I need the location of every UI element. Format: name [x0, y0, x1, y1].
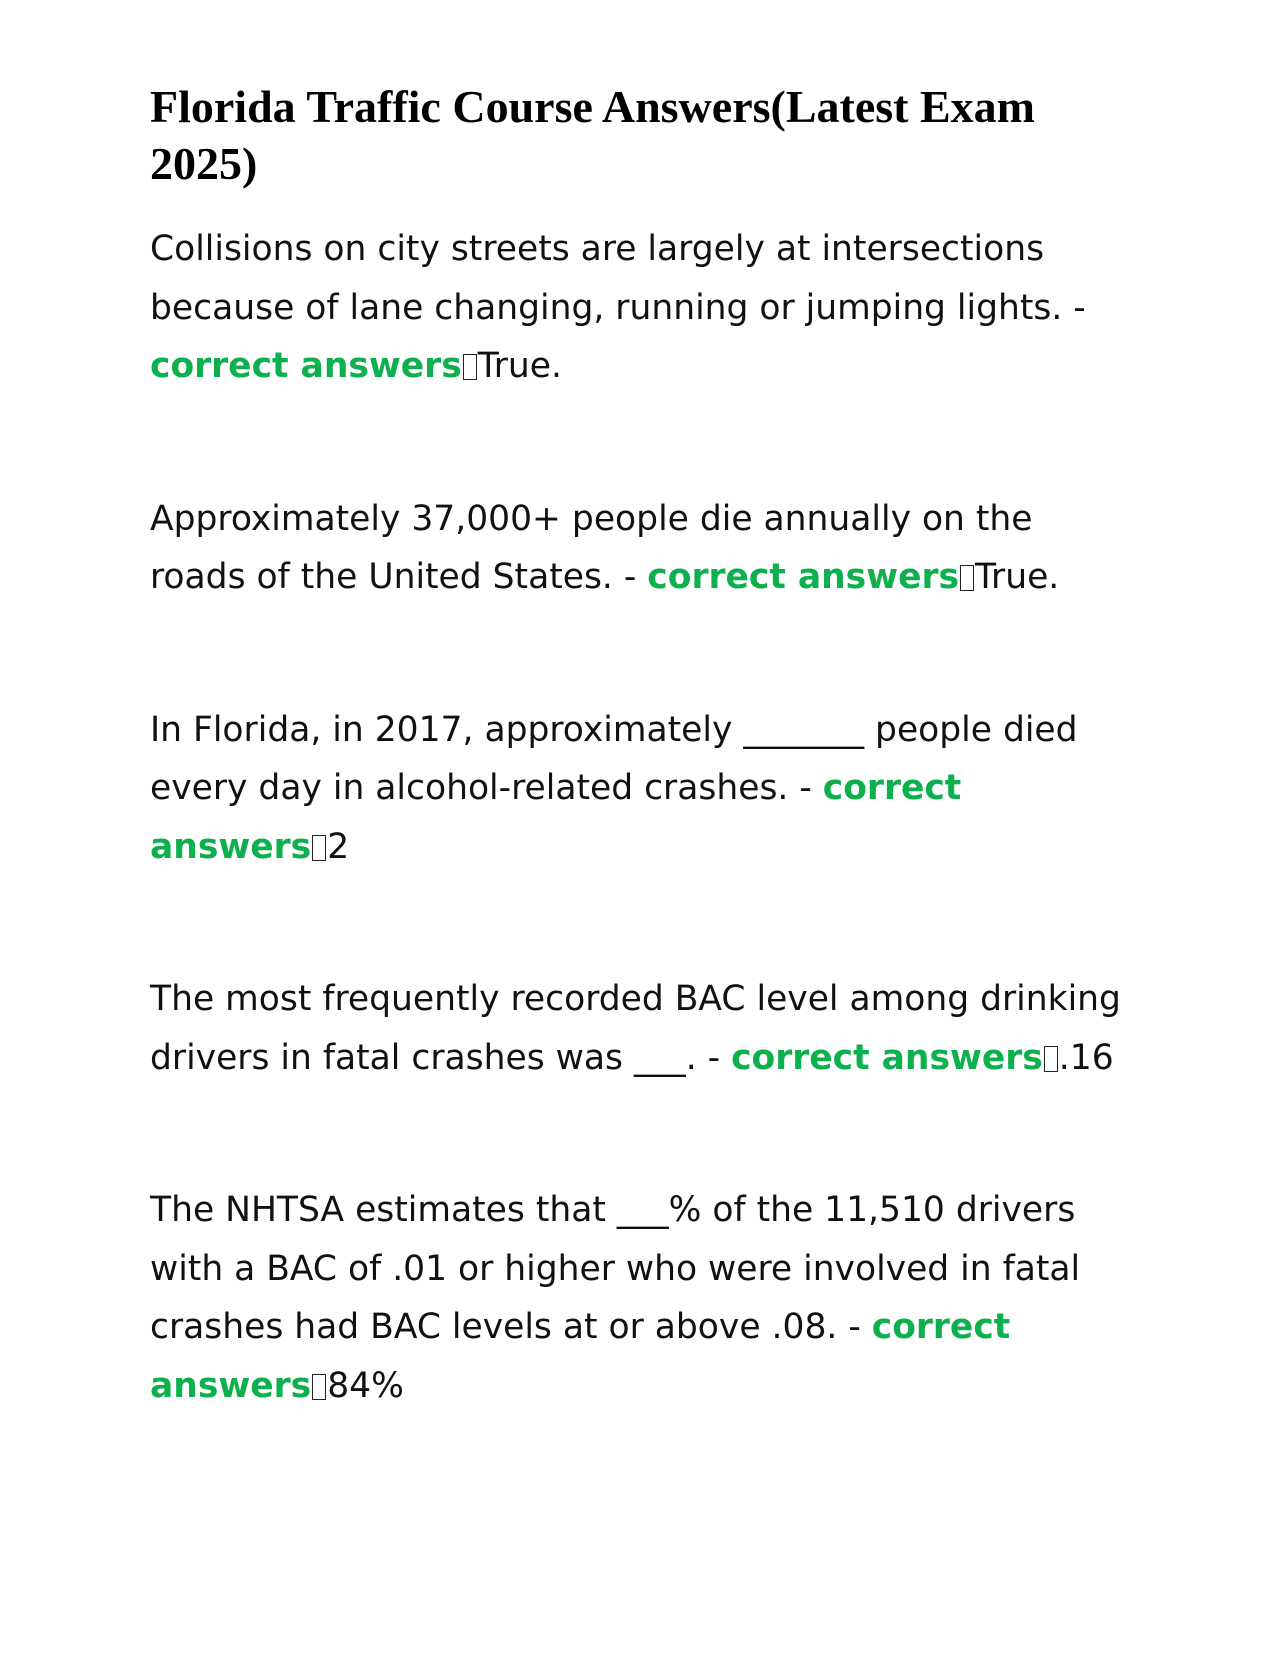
- question-text: Approximately 37,000+ people die annually on the roads of the United States. -: [150, 498, 1033, 597]
- question-item: [150, 970, 1130, 1087]
- question-text: The NHTSA estimates that ___% of the 11,510 drivers with a BAC of .01 or higher who were involved in fatal crashes had BAC levels at or above .08. -: [150, 1190, 1081, 1347]
- missing-glyph-icon: [312, 1374, 326, 1400]
- document-page: [150, 78, 1130, 1415]
- answer-text: 84%: [327, 1365, 404, 1406]
- answer-label: correct answers: [647, 557, 960, 597]
- question-text: The most frequently recorded BAC level among drinking drivers in fatal crashes was ___. -: [150, 979, 1121, 1078]
- question-list: [150, 220, 1130, 1415]
- question-text: Collisions on city streets are largely at intersections because of lane changing, running or jumping lights. -: [150, 229, 1086, 328]
- missing-glyph-icon: [463, 354, 477, 380]
- answer-text: .16: [1058, 1037, 1114, 1078]
- answer-text: True.: [477, 346, 562, 386]
- question-item: [150, 490, 1130, 607]
- answer-text: 2: [327, 826, 350, 867]
- question-item: [150, 701, 1130, 877]
- answer-label: correct answers: [150, 1307, 1011, 1406]
- page-title: Florida Traffic Course Answers(Latest Exam 2025): [150, 81, 1035, 189]
- question-text: In Florida, in 2017, approximately _______ people died every day in alcohol-related crashes. -: [150, 709, 1078, 808]
- answer-label: correct answers: [731, 1037, 1043, 1078]
- answer-label: correct answers: [150, 346, 462, 386]
- missing-glyph-icon: [1044, 1046, 1058, 1072]
- question-item: [150, 1181, 1130, 1415]
- answer-text: True.: [975, 557, 1060, 597]
- missing-glyph-icon: [312, 835, 326, 861]
- question-item: [150, 220, 1130, 396]
- missing-glyph-icon: [960, 565, 974, 591]
- answer-label: correct answers: [150, 768, 962, 867]
